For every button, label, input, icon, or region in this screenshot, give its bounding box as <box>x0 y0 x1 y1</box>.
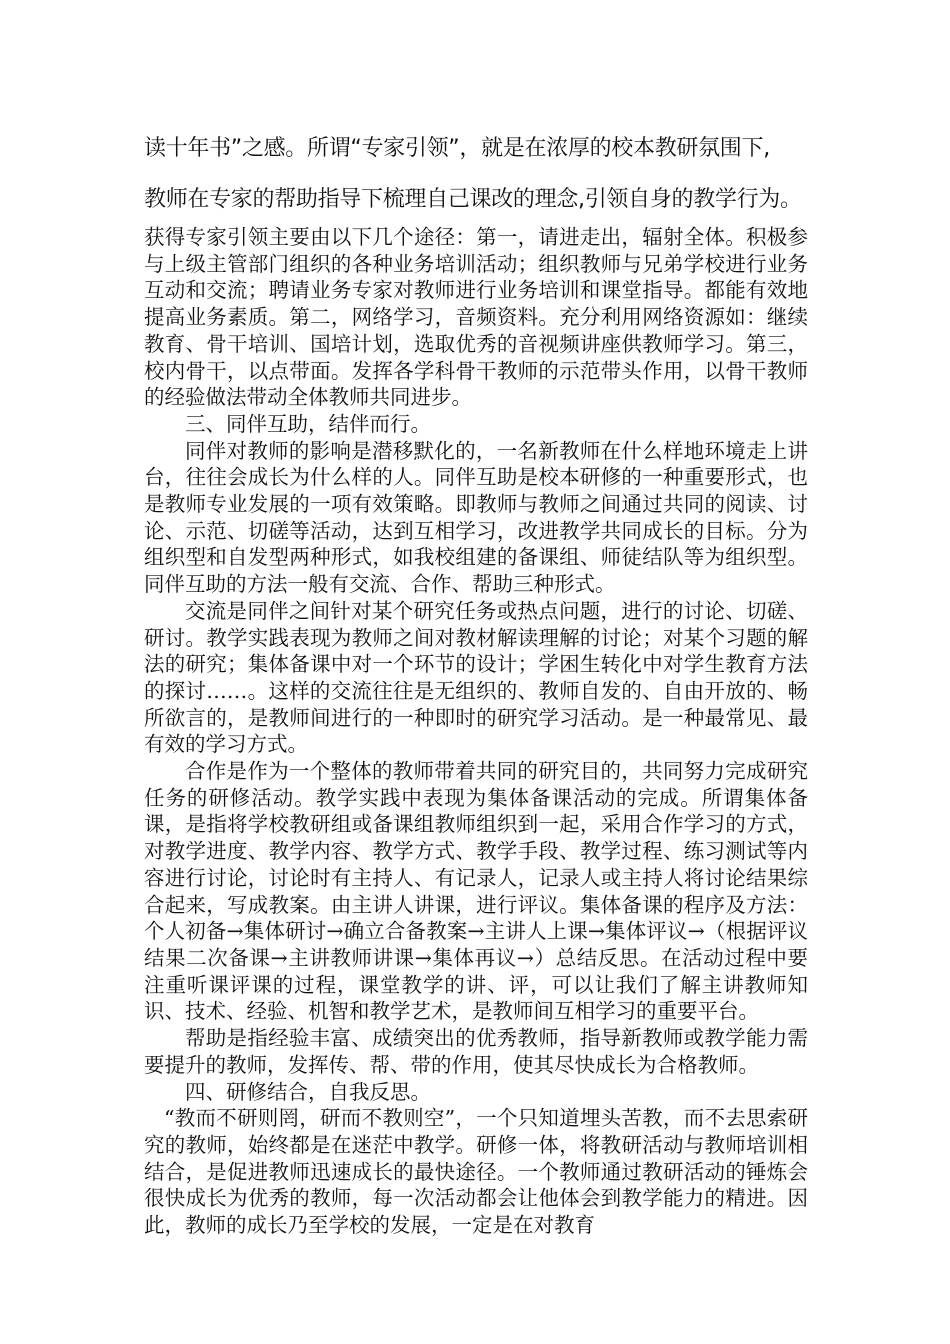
paragraph-peer-influence: 同伴对教师的影响是潜移默化的，一名新教师在什么样地环境走上讲台，往往会成长为什么样的人。同伴互助是校本研修的一种重要形式，也是教师专业发展的一项有效策略。即教师与教师之间通过共同的阅读、讨论、示范、切磋等活动，达到互相学习，改进教学共同成长的目标。分为组织型和自发型两种形式，如我校组建的备课组、师徒结队等为组织型。同伴互助的方法一般有交流、合作、帮助三种形式。 <box>144 438 808 597</box>
lead-line-2: 教师在专家的帮助指导下梳理自己课改的理念,引领自身的教学行为。 <box>144 187 802 212</box>
paragraph-teaching-research: “教而不研则罔，研而不教则空”，一个只知道埋头苦教，而不去思索研究的教师，始终都是在迷茫中教学。研修一体，将教研活动与教师培训相结合，是促进教师迅速成长的最快途径。一个教师通过教研活动的锤炼会很快成长为优秀的教师，每一次活动都会让他体会到教学能力的精进。因此，教师的成长乃至学校的发展，一定是在对教育 <box>144 1106 808 1238</box>
lead-line-1: 读十年书”之感。所谓“专家引领”，就是在浓厚的校本教研氛围下, <box>144 136 770 161</box>
paragraph-expert-guidance: 获得专家引领主要由以下几个途径：第一，请进走出，辐射全体。积极参与上级主管部门组织的各种业务培训活动；组织教师与兄弟学校进行业务互动和交流；聘请业务专家对教师进行业务培训和课堂指导。都能有效地提高业务素质。第二，网络学习，音频资料。充分利用网络资源如：继续教育、骨干培训、国培计划，选取优秀的音视频讲座供教师学习。第三，校内骨干，以点带面。发挥各学科骨干教师的示范带头作用，以骨干教师的经验做法带动全体教师共同进步。 <box>144 225 808 410</box>
section-heading-peer-support: 三、同伴互助，结伴而行。 <box>185 411 431 436</box>
section-heading-research-reflection: 四、研修结合，自我反思。 <box>185 1079 431 1104</box>
paragraph-help: 帮助是指经验丰富、成绩突出的优秀教师，指导新教师或教学能力需要提升的教师，发挥传、帮、带的作用，使其尽快成长为合格教师。 <box>144 1026 808 1077</box>
document-body <box>144 224 808 1239</box>
paragraph-exchange: 交流是同伴之间针对某个研究任务或热点问题，进行的讨论、切磋、研讨。教学实践表现为教师之间对教材解读理解的讨论；对某个习题的解法的研究；集体备课中对一个环节的设计；学困生转化中对学生教育方法的探讨……。这样的交流往往是无组织的、教师自发的、自由开放的、畅所欲言的，是教师间进行的一种即时的研究学习活动。是一种最常见、最有效的学习方式。 <box>144 598 808 757</box>
paragraph-cooperation: 合作是作为一个整体的教师带着共同的研究目的，共同努力完成研究任务的研修活动。教学实践中表现为集体备课活动的完成。所谓集体备课，是指将学校教研组或备课组教师组织到一起，采用合作学习的方式，对教学进度、教学内容、教学方式、教学手段、教学过程、练习测试等内容进行讨论，讨论时有主持人、有记录人，记录人或主持人将讨论结果综合起来，写成教案。由主讲人讲课，进行评议。集体备课的程序及方法：个人初备→集体研讨→确立合备教案→主讲人上课→集体评议→（根据评议结果二次备课→主讲教师讲课→集体再议→）总结反思。在活动过程中要注重听课评课的过程，课堂教学的讲、评，可以让我们了解主讲教师知识、技术、经验、机智和教学艺术，是教师间互相学习的重要平台。 <box>144 759 808 1024</box>
